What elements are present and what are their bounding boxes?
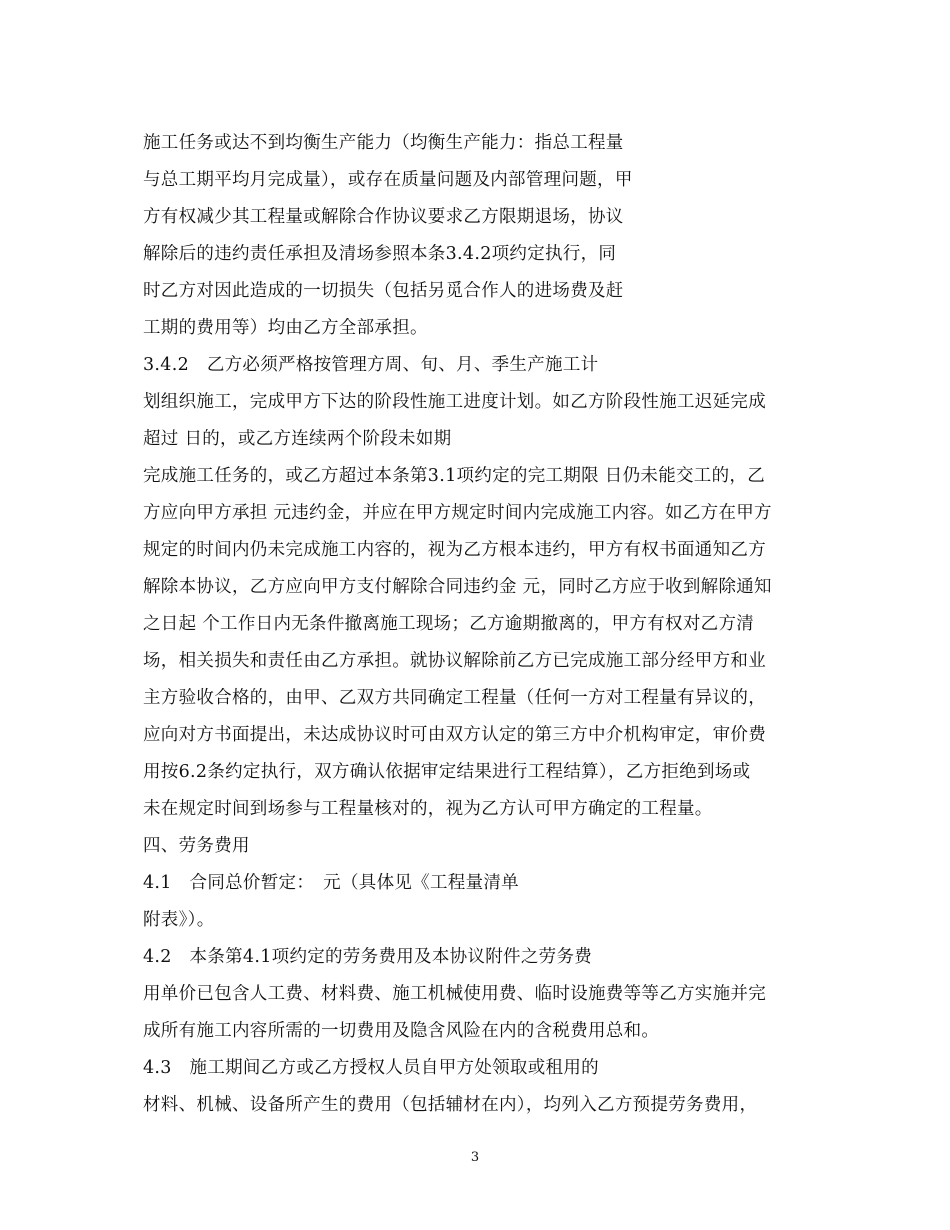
- text-line: 划组织施工，完成甲方下达的阶段性施工进度计划。如乙方阶段性施工迟延完成: [143, 392, 766, 412]
- text-line: 施工任务或达不到均衡生产能力（均衡生产能力：指总工程量: [143, 133, 624, 153]
- text-line: 未在规定时间到场参与工程量核对的，视为乙方认可甲方确定的工程量。: [143, 799, 713, 819]
- text-line: 工期的费用等）均由乙方全部承担。: [143, 318, 428, 338]
- text-line: 解除本协议，乙方应向甲方支付解除合同违约金 元，同时乙方应于收到解除通知: [143, 577, 772, 597]
- page-number: 3: [470, 1150, 480, 1165]
- section-heading: 4.2 本条第4.1项约定的劳务费用及本协议附件之劳务费: [143, 947, 593, 967]
- section-heading: 4.3 施工期间乙方或乙方授权人员自甲方处领取或租用的: [143, 1058, 599, 1078]
- text-line: 方有权减少其工程量或解除合作协议要求乙方限期退场，协议: [143, 207, 624, 227]
- section-heading: 3.4.2 乙方必须严格按管理方周、旬、月、季生产施工计: [143, 355, 599, 375]
- text-line: 方应向甲方承担 元违约金，并应在甲方规定时间内完成施工内容。如乙方在甲方: [143, 503, 772, 523]
- text-line: 完成施工任务的，或乙方超过本条第3.1项约定的完工期限 日仍未能交工的，乙: [143, 466, 765, 486]
- text-line: 时乙方对因此造成的一切损失（包括另觅合作人的进场费及赶: [143, 281, 624, 301]
- text-line: 用按6.2条约定执行，双方确认依据审定结果进行工程结算），乙方拒绝到场或: [143, 762, 751, 782]
- text-line: 用单价已包含人工费、材料费、施工机械使用费、临时设施费等等乙方实施并完: [143, 984, 766, 1004]
- text-line: 之日起 个工作日内无条件撤离施工现场；乙方逾期撤离的，甲方有权对乙方清: [143, 614, 755, 634]
- text-line: 超过 日的，或乙方连续两个阶段未如期: [143, 429, 452, 449]
- section-heading: 4.1 合同总价暂定： 元（具体见《工程量清单: [143, 873, 519, 893]
- text-line: 与总工期平均月完成量），或存在质量问题及内部管理问题，甲: [143, 170, 633, 190]
- text-line: 场，相关损失和责任由乙方承担。就协议解除前乙方已完成施工部分经甲方和业: [143, 651, 766, 671]
- text-line: 附表》）。: [143, 910, 215, 930]
- text-line: 应向对方书面提出，未达成协议时可由双方认定的第三方中介机构审定，审价费: [143, 725, 766, 745]
- text-line: 主方验收合格的，由甲、乙双方共同确定工程量（任何一方对工程量有异议的，: [143, 688, 766, 708]
- text-line: 材料、机械、设备所产生的费用（包括辅材在内），均列入乙方预提劳务费用，: [143, 1095, 758, 1115]
- text-line: 成所有施工内容所需的一切费用及隐含风险在内的含税费用总和。: [143, 1021, 660, 1041]
- text-line: 解除后的违约责任承担及清场参照本条3.4.2项约定执行，同: [143, 244, 617, 264]
- text-line: 规定的时间内仍未完成施工内容的，视为乙方根本违约，甲方有权书面通知乙方: [143, 540, 766, 560]
- chapter-heading: 四、劳务费用: [143, 836, 250, 856]
